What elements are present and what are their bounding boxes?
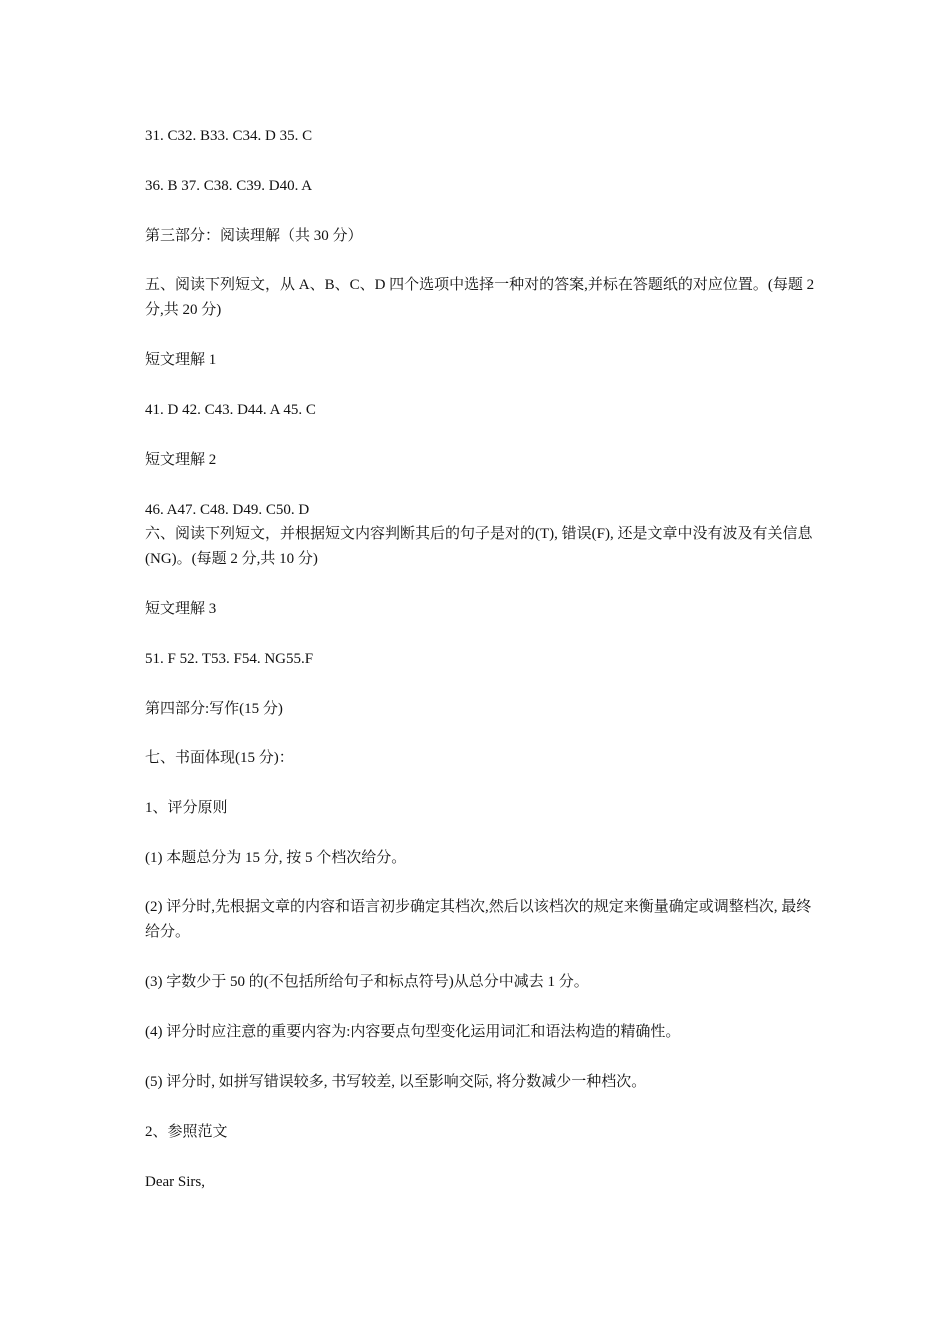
- sample-essay-heading: 2、参照范文: [145, 1124, 228, 1140]
- answers-31-35: 31. C32. B33. C34. D 35. C: [145, 128, 313, 144]
- letter-salutation: Dear Sirs,: [145, 1174, 205, 1190]
- section-heading-part-3: 第三部分：阅读理解（共 30 分）: [145, 228, 363, 244]
- scoring-rule-4: (4) 评分时应注意的重要内容为:内容要点句型变化运用词汇和语法构造的精确性。: [145, 1024, 681, 1040]
- passage-title-2: 短文理解 2: [145, 452, 217, 468]
- section-heading-part-4: 第四部分:写作(15 分): [145, 701, 283, 717]
- scoring-rule-5: (5) 评分时, 如拼写错误较多, 书写较差, 以至影响交际, 将分数减少一种档次。: [145, 1074, 647, 1090]
- section-heading-7: 七、书面体现(15 分)：: [145, 750, 294, 766]
- scoring-rule-1: (1) 本题总分为 15 分, 按 5 个档次给分。: [145, 850, 407, 866]
- answers-51-55: 51. F 52. T53. F54. NG55.F: [145, 651, 314, 667]
- instruction-section-5: 五、阅读下列短文，从 A、B、C、D 四个选项中选择一种对的答案,并标在答题纸的对应位置。(每题 2 分,共 20 分): [145, 277, 815, 318]
- instruction-section-6: 六、阅读下列短文，并根据短文内容判断其后的句子是对的(T), 错误(F), 还是文章中没有波及有关信息(NG)。(每题 2 分,共 10 分): [145, 526, 813, 567]
- answers-36-40: 36. B 37. C38. C39. D40. A: [145, 178, 313, 194]
- passage-title-1: 短文理解 1: [145, 352, 217, 368]
- passage-title-3: 短文理解 3: [145, 601, 217, 617]
- scoring-rule-3: (3) 字数少于 50 的(不包括所给句子和标点符号)从总分中减去 1 分。: [145, 974, 589, 990]
- answers-46-50: 46. A47. C48. D49. C50. D: [145, 502, 310, 518]
- scoring-principles-heading: 1、评分原则: [145, 800, 228, 816]
- scoring-rule-2: (2) 评分时,先根据文章的内容和语言初步确定其档次,然后以该档次的规定来衡量确定或调整档次, 最终给分。: [145, 899, 812, 940]
- answers-41-45: 41. D 42. C43. D44. A 45. C: [145, 402, 316, 418]
